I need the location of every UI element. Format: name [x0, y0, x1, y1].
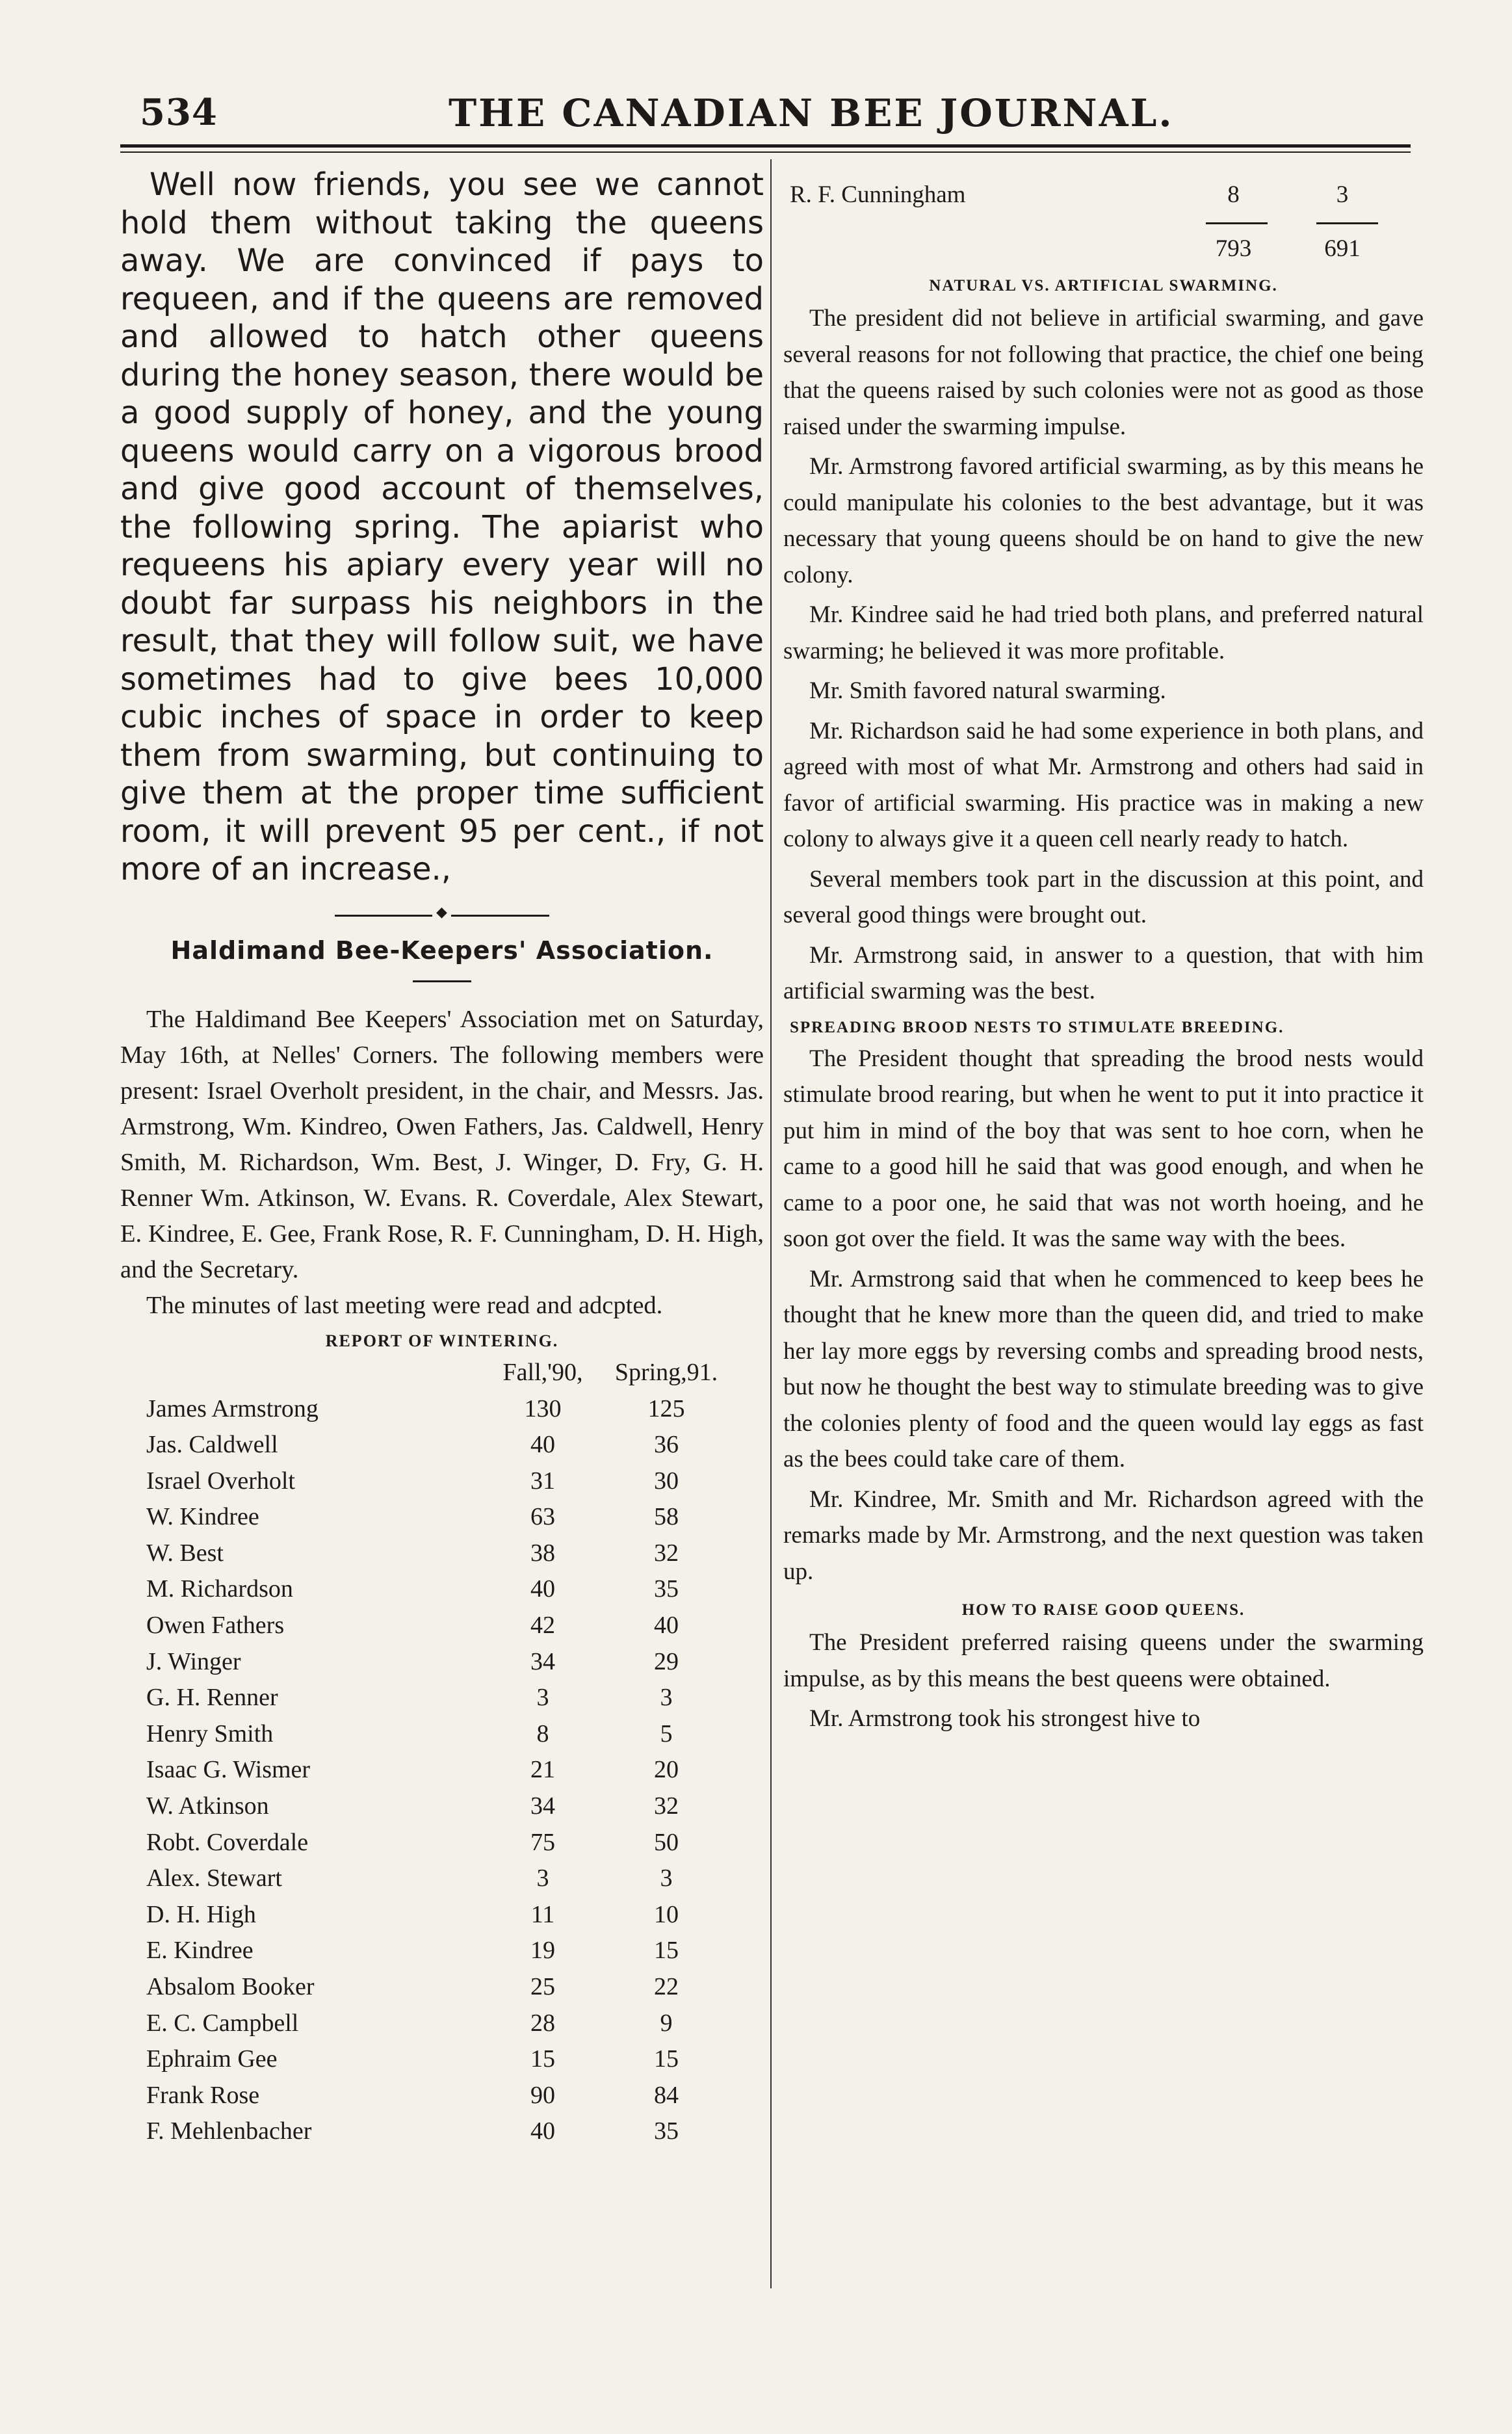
paragraph: Mr. Armstrong took his strongest hive to [809, 1705, 1201, 1732]
member-name: Israel Overholt [146, 1467, 295, 1495]
left-column [120, 166, 764, 2150]
heading-swarming: NATURAL VS. ARTIFICIAL SWARMING. [929, 277, 1278, 294]
fall-count: 8 [1227, 181, 1240, 208]
paragraph: Mr. Armstrong favored artificial swarming, as by this means he could manipulate his colonies to the best advantage, but it was necessary that young queens should be on hand to give the new colony. [783, 453, 1424, 588]
member-name: W. Kindree [146, 1503, 259, 1531]
fall-count: 34 [530, 1647, 555, 1675]
table-row [120, 1788, 764, 1825]
table-row [120, 1644, 764, 1681]
member-name: Robt. Coverdale [146, 1828, 309, 1856]
table-row [120, 1608, 764, 1644]
table-row [120, 2113, 764, 2150]
table-row [120, 1391, 764, 1428]
journal-title: THE CANADIAN BEE JOURNAL. [449, 91, 1174, 135]
member-name: Absalom Booker [146, 1973, 315, 2000]
meeting-paragraph: The Haldimand Bee Keepers' Association met on Saturday, May 16th, at Nelles' Corners. The following members were present: Israel Overholt president, in the chair, and Messrs. Jas. Armstrong, Wm. Kindreo, Owen Fathers, Jas. Caldwell, Henry Smith, M. Richardson, Wm. Best, J. Winger, D. Fry, G. H. Renner Wm. Atkinson, W. Evans. R. Coverdale, Alex Stewart, E. Kindree, E. Gee, Frank Rose, R. F. Cunningham, D. H. High, and the Secretary. [120, 1005, 764, 1283]
fall-count: 40 [530, 2117, 555, 2145]
table-row [120, 1861, 764, 1897]
heading-spreading: SPREADING BROOD NESTS TO STIMULATE BREEDING. [790, 1018, 1284, 1036]
table-row [120, 2006, 764, 2042]
heading-queens: HOW TO RAISE GOOD QUEENS. [961, 1601, 1245, 1619]
spring-count: 20 [654, 1756, 679, 1784]
table-row [120, 1499, 764, 1536]
fall-count: 28 [530, 2009, 555, 2037]
paragraph: Mr. Kindree said he had tried both plans, and preferred natural swarming; he believed it was more profitable. [783, 601, 1424, 664]
fall-count: 40 [530, 1431, 555, 1459]
spring-count: 29 [654, 1647, 679, 1675]
paragraph: Mr. Richardson said he had some experience in both plans, and agreed with most of what Mr. Armstrong and others had said in favor of artificial swarming. His practice was in making a new colony to always give it a queen cell nearly ready to hatch. [783, 717, 1424, 852]
ornament-divider [335, 915, 549, 930]
spring-count: 40 [654, 1612, 679, 1640]
spring-count: 22 [654, 1973, 679, 2000]
report-heading: REPORT OF WINTERING. [325, 1331, 559, 1350]
member-name: M. Richardson [146, 1575, 293, 1603]
header-rule-thin [120, 151, 1411, 153]
fall-count: 38 [530, 1539, 555, 1567]
minutes-paragraph: The minutes of last meeting were read and adcpted. [146, 1291, 663, 1319]
spring-count: 32 [654, 1792, 679, 1820]
fall-count: 25 [530, 1973, 555, 2000]
paragraph: Mr. Kindree, Mr. Smith and Mr. Richardson agreed with the remarks made by Mr. Armstrong, and the next question was taken up. [783, 1485, 1424, 1585]
paragraph: Mr. Armstrong said, in answer to a question, that with him artificial swarming was the best. [783, 941, 1424, 1004]
member-name: E. C. Campbell [146, 2009, 299, 2037]
heading-rule [413, 980, 471, 982]
wintering-table [120, 1354, 764, 2150]
total-fall: 793 [1215, 235, 1252, 262]
fall-count: 11 [530, 1900, 555, 1928]
intro-paragraph: Well now friends, you see we cannot hold them without taking the queens away. We are convinced if pays to requeen, and if the queens are removed and allowed to hatch other queens during the honey season, there would be a good supply of honey, and the young queens would carry on a vigorous brood and give good account of themselves, the following spring. The apiarist who requeens his apiary every year will no doubt far surpass his neighbors in the result, that they will follow suit, we have sometimes had to give bees 10,000 cubic inches of space in order to keep them from swarming, but continuing to give them at the proper time sufficient room, it will prevent 95 per cent., if not more of an increase., [120, 166, 764, 887]
spring-count: 3 [660, 1865, 673, 1892]
fall-count: 21 [530, 1756, 555, 1784]
member-name: Isaac G. Wismer [146, 1756, 311, 1784]
spring-count: 15 [654, 1937, 679, 1965]
spring-count: 32 [654, 1539, 679, 1567]
member-name: G. H. Renner [146, 1684, 278, 1712]
table-header-row [120, 1354, 764, 1391]
member-name: Alex. Stewart [146, 1865, 282, 1892]
member-name: James Armstrong [146, 1394, 319, 1422]
spring-count: 10 [654, 1900, 679, 1928]
member-name: F. Mehlenbacher [146, 2117, 312, 2145]
fall-count: 42 [530, 1612, 555, 1640]
total-rule-spring [1316, 222, 1378, 224]
member-name: J. Winger [146, 1647, 241, 1675]
spring-count: 50 [654, 1828, 679, 1856]
fall-count: 19 [530, 1937, 555, 1965]
section-heading: Haldimand Bee-Keepers' Association. [170, 936, 714, 965]
table-row [120, 1969, 764, 2006]
header-rule [120, 144, 1411, 148]
paragraph: The President preferred raising queens under the swarming impulse, as by this means the best queens were obtained. [783, 1629, 1424, 1692]
paragraph: The president did not believe in artificial swarming, and gave several reasons for not following that practice, the chief one being that the queens raised by such colonies were not as good as those raised under the swarming impulse. [783, 305, 1424, 440]
fall-count: 8 [536, 1720, 549, 1747]
total-spring: 691 [1324, 235, 1361, 262]
fall-count: 75 [530, 1828, 555, 1856]
spring-count: 30 [654, 1467, 679, 1495]
table-row [120, 2041, 764, 2078]
paragraph: Several members took part in the discussion at this point, and several good things were brought out. [783, 865, 1424, 928]
member-name: R. F. Cunningham [790, 181, 966, 208]
spring-count: 3 [660, 1684, 673, 1712]
member-name: Frank Rose [146, 2081, 260, 2109]
table-row [120, 2078, 764, 2114]
paragraph: The President thought that spreading the brood nests would stimulate brood rearing, but when he went to put it into practice it put him in mind of the boy that was sent to hoe corn, when he came to a good hill he said that was good enough, and when he came to a poor one, he said that was not worth hoeing, and he soon got over the field. It was the same way with the bees. [783, 1045, 1424, 1252]
spring-count: 58 [654, 1503, 679, 1531]
spring-count: 15 [654, 2045, 679, 2073]
totals-row [783, 233, 1424, 265]
fall-count: 34 [530, 1792, 555, 1820]
fall-count: 63 [530, 1503, 555, 1531]
fall-count: 31 [530, 1467, 555, 1495]
fall-count: 15 [530, 2045, 555, 2073]
paragraph: Mr. Armstrong said that when he commenced to keep bees he thought that he knew more than the queen did, and tried to make her lay more eggs by reversing combs and spreading brood nests, but now he thought the best way to stimulate breeding was to give the colonies plenty of food and the queen would lay eggs as fast as the bees could take care of them. [783, 1265, 1424, 1472]
table-row [120, 1427, 764, 1463]
page-number: 534 [140, 91, 218, 134]
header-name-cell [120, 1354, 484, 1391]
table-row [120, 1680, 764, 1716]
spring-count: 9 [660, 2009, 673, 2037]
member-name: Henry Smith [146, 1720, 274, 1747]
spring-count: 3 [1336, 181, 1349, 208]
paragraph: Mr. Smith favored natural swarming. [809, 677, 1166, 704]
totals-spacer [783, 233, 1180, 265]
spring-count: 125 [647, 1394, 685, 1422]
member-name: W. Best [146, 1539, 224, 1567]
table-row [120, 1571, 764, 1608]
totals-rules [783, 213, 1424, 233]
table-body [120, 1391, 764, 2150]
spring-count: 5 [660, 1720, 673, 1747]
table-row [120, 1752, 764, 1788]
fall-count: 40 [530, 1575, 555, 1603]
member-name: Jas. Caldwell [146, 1431, 278, 1459]
table-row [120, 1536, 764, 1572]
total-rule-fall [1206, 222, 1268, 224]
right-column [783, 177, 1424, 1741]
spring-count: 35 [654, 1575, 679, 1603]
header-spring: Spring,91. [614, 1358, 718, 1386]
member-name: Owen Fathers [146, 1612, 285, 1640]
header-fall: Fall,'90, [502, 1358, 583, 1386]
table-row [120, 1463, 764, 1500]
member-name: E. Kindree [146, 1937, 254, 1965]
table-row [120, 1933, 764, 1969]
table-row [120, 1825, 764, 1861]
table-row [120, 1897, 764, 1933]
member-name: W. Atkinson [146, 1792, 269, 1820]
table-row [783, 177, 1424, 213]
spring-count: 35 [654, 2117, 679, 2145]
member-name: D. H. High [146, 1900, 256, 1928]
member-name: Ephraim Gee [146, 2045, 278, 2073]
table-row [120, 1716, 764, 1753]
column-divider [770, 159, 772, 2288]
fall-count: 3 [536, 1865, 549, 1892]
spring-count: 36 [654, 1431, 679, 1459]
fall-count: 3 [536, 1684, 549, 1712]
fall-count: 90 [530, 2081, 555, 2109]
spring-count: 84 [654, 2081, 679, 2109]
fall-count: 130 [524, 1394, 562, 1422]
